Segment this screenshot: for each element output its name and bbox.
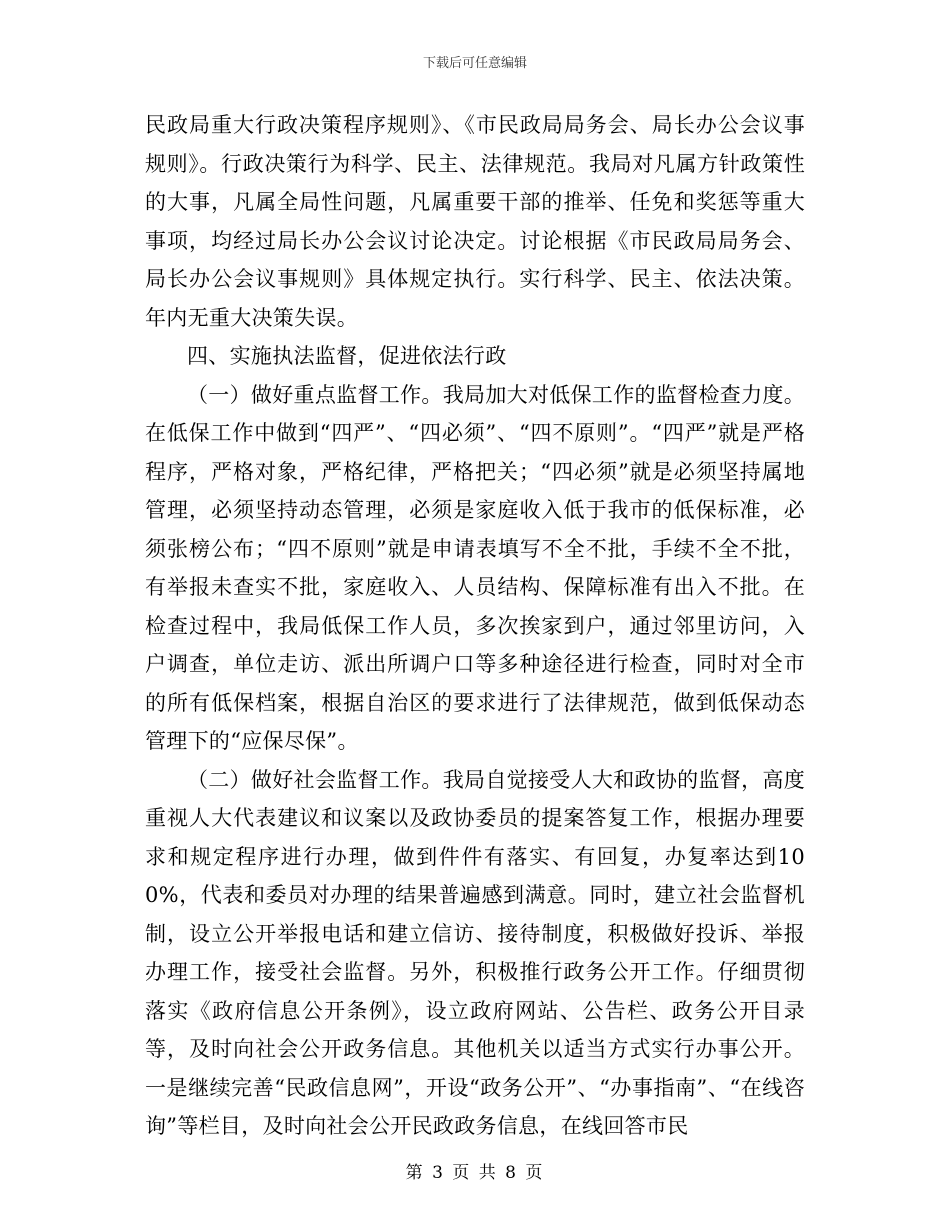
paragraph-social-supervision: （二）做好社会监督工作。我局自觉接受人大和政协的监督，高度重视人大代表建议和议案以及政协委员的提案答复工作，根据办理要求和规定程序进行办理，做到件件有落实、有回复，办复率达到100%，代表和委员对办理的结果普遍感到满意。同时，建立社会监督机制，设立公开举报电话和建立信访、接待制度，积极做好投诉、举报办理工作，接受社会监督。另外，积极推行政务公开工作。仔细贯彻落实《政府信息公开条例》，设立政府网站、公告栏、政务公开目录等，及时向社会公开政务信息。其他机关以适当方式实行办事公开。一是继续完善“民政信息网”，开设“政务公开”、“办事指南”、“在线咨询”等栏目，及时向社会公开民政政务信息，在线回答市民 xyxy=(145,767,805,1138)
section-heading-supervision: 四、实施执法监督，促进依法行政 xyxy=(187,344,507,368)
document-body xyxy=(145,106,805,1146)
paragraph-key-supervision: （一）做好重点监督工作。我局加大对低保工作的监督检查力度。在低保工作中做到“四严”、“四必须”、“四不原则”。“四严”就是严格程序，严格对象，严格纪律，严格把关；“四必须”就是必须坚持属地管理，必须坚持动态管理，必须是家庭收入低于我市的低保标准，必须张榜公布；“四不原则”就是申请表填写不全不批，手续不全不批，有举报未查实不批，家庭收入、人员结构、保障标准有出入不批。在检查过程中，我局低保工作人员，多次挨家到户，通过邻里访问，入户调查，单位走访、派出所调户口等多种途径进行检查，同时对全市的所有低保档案，根据自治区的要求进行了法律规范，做到低保动态管理下的“应保尽保”。 xyxy=(145,382,805,753)
page-header-note: 下载后可任意编辑 xyxy=(422,56,527,71)
paragraph-decision-rules: 民政局重大行政决策程序规则》、《市民政局局务会、局长办公会议事规则》。行政决策行为科学、民主、法律规范。我局对凡属方针政策性的大事，凡属全局性问题，凡属重要干部的推举、任免和奖惩等重大事项，均经过局长办公会议讨论决定。讨论根据《市民政局局务会、局长办公会议事规则》具体规定执行。实行科学、民主、依法决策。年内无重大决策失误。 xyxy=(145,113,805,330)
page-number-footer: 第 3 页 共 8 页 xyxy=(405,1163,545,1183)
